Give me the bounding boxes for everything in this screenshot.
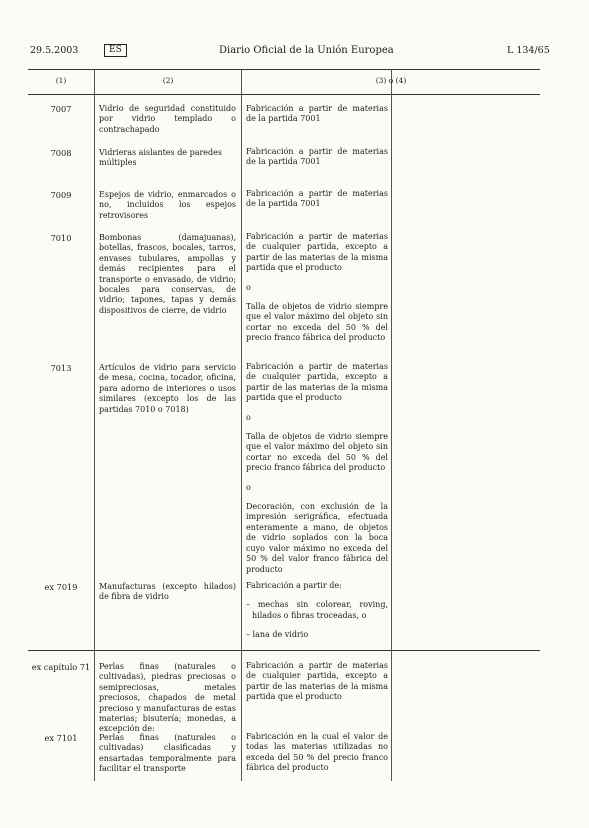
product-description: Perlas finas (naturales o cultivadas), piedras preciosas o semipreciosas, metales preciosos, chapados de metal precioso y manufacturas de estas materias; bisutería; monedas, a excepción de: bbox=[99, 662, 236, 734]
origin-rule bbox=[246, 661, 388, 703]
column-header-2: (2) bbox=[162, 76, 174, 85]
rule-connector: o bbox=[246, 412, 251, 422]
column-divider-1 bbox=[94, 69, 95, 781]
journal-title: Diario Oficial de la Unión Europea bbox=[219, 45, 394, 56]
publication-date: 29.5.2003 bbox=[30, 45, 79, 56]
tariff-code: 7013 bbox=[50, 363, 72, 373]
column-header-rule bbox=[28, 94, 540, 95]
origin-rule bbox=[246, 581, 388, 641]
product-description: Artículos de vidrio para servicio de mesa, cocina, tocador, oficina, para adorno de interiores o usos similares (excepto los de las partidas 7010 o 7018) bbox=[99, 363, 236, 414]
product-description: Espejos de vidrio, enmarcados o no, incluidos los espejos retrovisores bbox=[99, 190, 236, 220]
rule-text: Fabricación a partir de materias de cualquier partida, excepto a partir de las materias de la misma partida que el producto bbox=[246, 661, 388, 702]
origin-rule bbox=[246, 232, 388, 344]
rule-text: Decoración, con exclusión de la impresión serigráfica, efectuada enteramente a mano, de objetos de vidrio soplados con la boca cuyo valor máximo no exceda del 50 % del valor franco fábrica del producto bbox=[246, 502, 388, 574]
rule-connector: o bbox=[246, 482, 251, 492]
column-divider-2 bbox=[241, 69, 242, 781]
tariff-code: ex 7101 bbox=[44, 733, 78, 743]
origin-rule bbox=[246, 147, 388, 168]
rule-text: Fabricación a partir de: bbox=[246, 581, 342, 590]
tariff-code: ex capítulo 71 bbox=[31, 662, 91, 672]
rule-text: Fabricación a partir de materias de cualquier partida, excepto a partir de las materias de la misma partida que el producto bbox=[246, 232, 388, 273]
tariff-code: 7010 bbox=[50, 233, 72, 243]
rule-text: Fabricación a partir de materias de la partida 7001 bbox=[246, 189, 388, 209]
product-description: Manufacturas (excepto hilados) de fibra de vidrio bbox=[99, 582, 236, 602]
tariff-code: 7007 bbox=[50, 104, 72, 114]
tariff-code: 7008 bbox=[50, 148, 72, 158]
rule-connector: o bbox=[246, 282, 251, 292]
chapter-separator-rule bbox=[28, 650, 540, 651]
rule-text: Fabricación a partir de materias de cualquier partida, excepto a partir de las materias de la misma partida que el producto bbox=[246, 362, 388, 403]
rule-text: Fabricación a partir de materias de la partida 7001 bbox=[246, 104, 388, 124]
rule-text: Talla de objetos de vidrio siempre que el valor máximo del objeto sin cortar no exceda del 50 % del precio franco fábrica del producto bbox=[246, 432, 388, 473]
rule-text: Fabricación en la cual el valor de todas las materias utilizadas no exceda del 50 % del precio franco fábrica del producto bbox=[246, 732, 388, 773]
column-header-3-4: (3) o (4) bbox=[375, 76, 407, 85]
product-description: Bombonas (damajuanas), botellas, frascos, bocales, tarros, envases tubulares, ampollas y demás recipientes para el transporte o envasado, de vidrio; bocales para conservas, de vidrio; tapones, tapas y demás dispositivos de cierre, de vidrio bbox=[99, 233, 236, 315]
product-description: Vidrio de seguridad constituido por vidrio templado o contrachapado bbox=[99, 104, 236, 134]
origin-rule bbox=[246, 732, 388, 774]
rule-list-item: – lana de vidrio bbox=[246, 630, 309, 640]
product-description: Perlas finas (naturales o cultivadas) clasificadas y ensartadas temporalmente para facilitar el transporte bbox=[99, 733, 236, 774]
origin-rule bbox=[246, 104, 388, 125]
column-divider-3 bbox=[391, 69, 392, 781]
origin-rule bbox=[246, 189, 388, 210]
product-description: Vidrieras aislantes de paredes múltiples bbox=[99, 148, 222, 168]
rule-text: Fabricación a partir de materias de la partida 7001 bbox=[246, 147, 388, 167]
tariff-code: 7009 bbox=[50, 190, 72, 200]
tariff-code: ex 7019 bbox=[44, 582, 78, 592]
page-reference: L 134/65 bbox=[507, 45, 550, 56]
language-badge: ES bbox=[104, 44, 127, 57]
rule-list-item: – mechas sin colorear, roving, hilados o fibras troceadas, o bbox=[246, 600, 388, 620]
origin-rule bbox=[246, 362, 388, 575]
table-top-rule bbox=[28, 69, 540, 70]
column-header-1: (1) bbox=[55, 76, 67, 85]
rule-text: Talla de objetos de vidrio siempre que el valor máximo del objeto sin cortar no exceda del 50 % del precio franco fábrica del producto bbox=[246, 302, 388, 343]
